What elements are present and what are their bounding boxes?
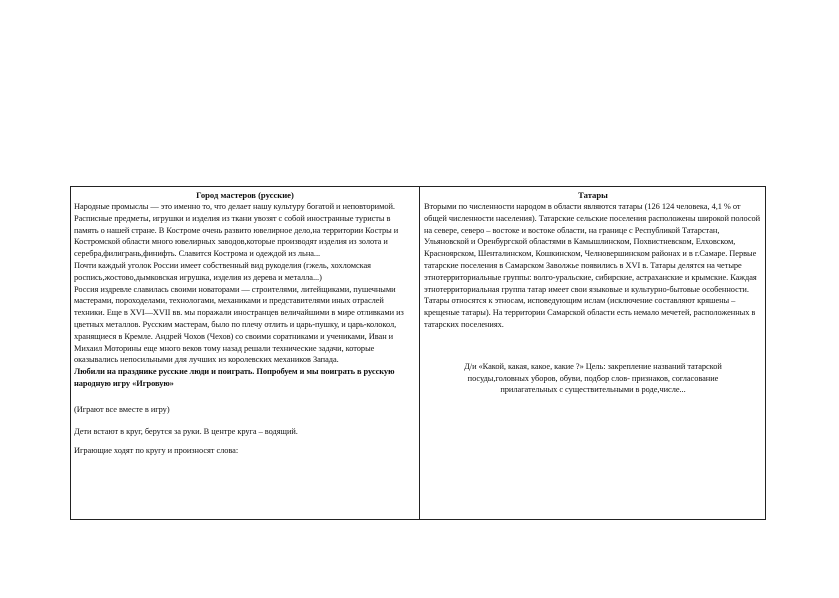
left-column-russians bbox=[71, 187, 420, 519]
tatars-paragraph: Вторыми по численности народом в области являются татары (126 124 человека, 4,1 % от общей численности населения). Татарские сельские поселения расположены широкой полосой на севере, северо – востоке и востоке области, на границе с Республикой Татарстан, Ульяновской и Оренбургской областями в Камышлинском, Похвистневском, Елховском, Красноярском, Шенталинском, Кошкинском, Челновершинском районах и в г.Самаре. Первые татарские поселения в Самарском Заволжье появились в XVI в. Татары делятся на четыре этнотерриториальные группы: волго-уральские, сибирские, астраханские и крымские. Каждая этнотерриториальная группа татар имеет свои языковые и культурно-бытовые особенности. Татары относятся к этносам, исповедующим ислам (исключение составляют кряшены – крещеные татары). На территории Самарской области есть немало мечетей, расположенных в татарских поселениях. bbox=[424, 202, 761, 329]
game-invite-paragraph: Любили на празднике русские люди и поиграть. Попробуем и мы поиграть в русскую народную игру «Игровую» bbox=[74, 367, 395, 388]
right-column-tatars bbox=[420, 187, 765, 519]
left-column-title: Город мастеров (русские) bbox=[196, 190, 294, 200]
circle-note: Дети встают в круг, берутся за руки. В центре круга – водящий. bbox=[74, 426, 298, 436]
walk-note: Играющие ходят по кругу и произносят слова: bbox=[74, 446, 239, 456]
intro-paragraph: Народные промыслы — это именно то, что делает нашу культуру богатой и неповторимой. Расписные предметы, игрушки и изделия из ткани увозят с собой иностранные туристы в память о нашей стране. В Костроме очень развито ювелирное дело,на территории Костры и Костромской области много ювелирных заводов,которые производят изделия из золота и серебра,филигрань,финифть. Славится Кострома и одеждой из льна... bbox=[74, 202, 399, 259]
history-paragraph: Россия издревле славилась своими новаторами — строителями, литейщиками, пушечными мастерами, пороходелами, технологами, механиками и представителями иных отраслей техники. Еще в XVI—XVII вв. мы поражали иностранцев величайшими в мире отливками из цветных металлов. Русским мастерам, было по плечу отлить и царь-пушку, и царь-колокол, хранящиеся в Кремле. Андрей Чохов (Чехов) со своими соратниками и учениками, Иван и Михаил Моторины еще много веков тому назад решали технические задачи, которые оказывались непосильными для лучших из королевских механиков Запада. bbox=[74, 284, 404, 365]
didactic-game-paragraph: Д/и «Какой, какая, какое, какие ?» Цель: закрепление названий татарской посуды,головных уборов, обуви, подбор слов- признаков, согласование прилагательных с существительными в роде,числе... bbox=[464, 361, 722, 395]
right-column-title: Татары bbox=[578, 190, 608, 200]
content-table bbox=[70, 186, 766, 520]
play-note: (Играют все вместе в игру) bbox=[74, 404, 170, 414]
crafts-paragraph: Почти каждый уголок России имеет собственный вид рукоделия (гжель, хохломская роспись,жостово,дымковская игрушка, изделия из дерева и металла...) bbox=[74, 260, 371, 282]
